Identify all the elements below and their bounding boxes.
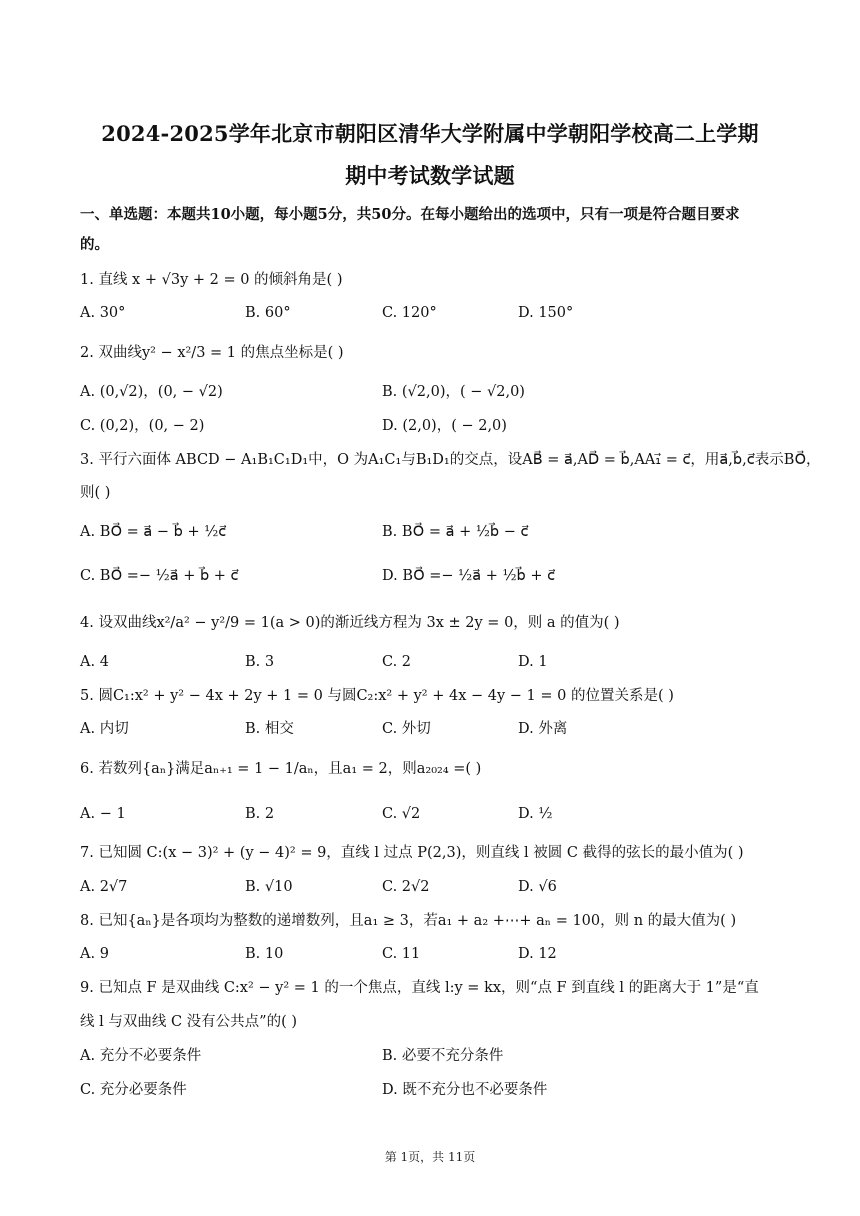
- question-3-option-b: B. BO⃗ = a⃗ + ½b⃗ − c⃗: [382, 524, 529, 540]
- question-5-option-b: B. 相交: [245, 721, 294, 737]
- page-number: 第 1页，共 11页: [384, 1150, 476, 1164]
- question-5-option-a: A. 内切: [80, 721, 129, 737]
- question-8-option-c: C. 11: [382, 946, 421, 962]
- question-2-option-c: C. (0,2)，(0, − 2): [80, 418, 205, 434]
- question-6-option-c: C. √2: [382, 806, 421, 822]
- question-7-option-a: A. 2√7: [80, 879, 128, 895]
- question-9-option-b: B. 必要不充分条件: [382, 1048, 504, 1064]
- question-7-option-c: C. 2√2: [382, 879, 430, 895]
- question-4-stem: 4. 设双曲线x²/a² − y²/9 = 1(a > 0)的渐近线方程为 3x ± 2y = 0，则 a 的值为( ): [80, 615, 620, 631]
- question-8-stem: 8. 已知{aₙ}是各项均为整数的递增数列，且a₁ ≥ 3，若a₁ + a₂ +⋯+ aₙ = 100，则 n 的最大值为( ): [80, 913, 737, 929]
- question-6-option-d: D. ½: [518, 806, 553, 822]
- question-9-option-d: D. 既不充分也不必要条件: [382, 1082, 548, 1098]
- question-3-option-c: C. BO⃗ =− ½a⃗ + b⃗ + c⃗: [80, 568, 239, 584]
- question-1-option-c: C. 120°: [382, 305, 437, 321]
- question-4-option-c: C. 2: [382, 654, 412, 670]
- question-8-option-a: A. 9: [80, 946, 109, 962]
- question-2-option-b: B. (√2,0)，( − √2,0): [382, 384, 525, 400]
- question-5-stem: 5. 圆C₁:x² + y² − 4x + 2y + 1 = 0 与圆C₂:x² + y² + 4x − 4y − 1 = 0 的位置关系是( ): [80, 688, 674, 704]
- question-6-option-a: A. − 1: [80, 806, 126, 822]
- question-9-option-a: A. 充分不必要条件: [80, 1048, 202, 1064]
- page-title: 2024-2025学年北京市朝阳区清华大学附属中学朝阳学校高二上学期: [101, 121, 759, 146]
- question-2-option-a: A. (0,√2)，(0, − √2): [80, 384, 223, 400]
- section-heading-line2: 的。: [80, 236, 109, 253]
- question-8-option-d: D. 12: [518, 946, 557, 962]
- question-1-option-d: D. 150°: [518, 305, 574, 321]
- question-4-option-a: A. 4: [80, 654, 109, 670]
- question-6-stem: 6. 若数列{aₙ}满足aₙ₊₁ = 1 − 1/aₙ，且a₁ = 2，则a₂₀₂₄ =( ): [80, 761, 482, 777]
- question-4-option-d: D. 1: [518, 654, 548, 670]
- question-1-stem: 1. 直线 x + √3y + 2 = 0 的倾斜角是( ): [80, 272, 343, 288]
- question-6-option-b: B. 2: [245, 806, 275, 822]
- question-9-option-c: C. 充分必要条件: [80, 1082, 187, 1098]
- question-7-option-b: B. √10: [245, 879, 293, 895]
- section-heading: 一、单选题：本题共10小题，每小题5分，共50分。在每小题给出的选项中，只有一项是符合题目要求: [80, 206, 740, 223]
- question-7-option-d: D. √6: [518, 879, 557, 895]
- question-8-option-b: B. 10: [245, 946, 284, 962]
- page-title-line2: 期中考试数学试题: [345, 163, 515, 188]
- question-5-option-d: D. 外离: [518, 721, 568, 737]
- question-3-option-a: A. BO⃗ = a⃗ − b⃗ + ½c⃗: [80, 524, 227, 540]
- question-3-option-d: D. BO⃗ =− ½a⃗ + ½b⃗ + c⃗: [382, 568, 556, 584]
- question-9-stem: 9. 已知点 F 是双曲线 C:x² − y² = 1 的一个焦点，直线 l:y = kx，则“点 F 到直线 l 的距离大于 1”是“直: [80, 980, 759, 996]
- question-4-option-b: B. 3: [245, 654, 275, 670]
- question-3-stem-line2: 则( ): [80, 485, 111, 501]
- question-2-stem: 2. 双曲线y² − x²/3 = 1 的焦点坐标是( ): [80, 345, 344, 361]
- question-9-stem-line2: 线 l 与双曲线 C 没有公共点”的( ): [80, 1014, 298, 1030]
- question-3-stem: 3. 平行六面体 ABCD − A₁B₁C₁D₁中，O 为A₁C₁与B₁D₁的交点，设AB⃗ = a⃗,AD⃗ = b⃗,AA₁⃗ = c⃗，用a⃗,b⃗,c⃗表示BO⃗，: [80, 452, 821, 468]
- question-1-option-a: A. 30°: [80, 305, 126, 321]
- question-1-option-b: B. 60°: [245, 305, 291, 321]
- question-2-option-d: D. (2,0)，( − 2,0): [382, 418, 507, 434]
- question-5-option-c: C. 外切: [382, 721, 431, 737]
- question-7-stem: 7. 已知圆 C:(x − 3)² + (y − 4)² = 9，直线 l 过点 P(2,3)，则直线 l 被圆 C 截得的弦长的最小值为( ): [80, 845, 744, 861]
